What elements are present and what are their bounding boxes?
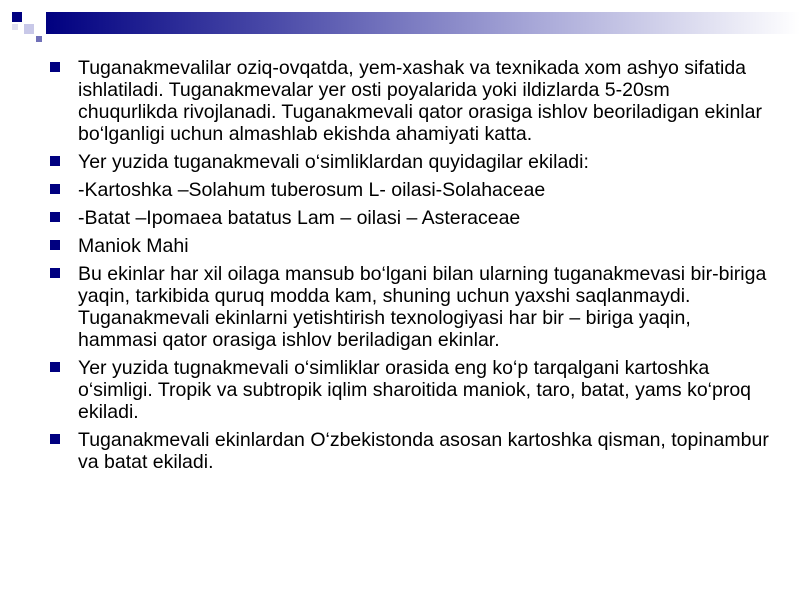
list-item-text: -Batat –Ipomaea batatus Lam – oilasi – Asteraceae [78,207,521,229]
list-item [50,207,770,229]
list-item-text: Yer yuzida tugnakmevali o‘simliklar orasida eng ko‘p tarqalgani kartoshka o‘simligi. Tropik va subtropik iqlim sharoitida maniok, taro, batat, yams ko‘proq ekiladi. [78,357,752,423]
square-bullet-icon [50,240,60,250]
list-item-text: -Kartoshka –Solahum tuberosum L- oilasi-Solahaceae [78,179,546,201]
list-item [50,179,770,201]
list-item [50,151,770,173]
square-bullet-icon [50,212,60,222]
square-bullet-icon [50,156,60,166]
list-item-text: Tuganakmevali ekinlardan O‘zbekistonda asosan kartoshka qisman, topinambur va batat ekiladi. [78,429,769,473]
list-item-text: Maniok Mahi [78,235,189,257]
list-item-text: Bu ekinlar har xil oilaga mansub bo‘lgani bilan ularning tuganakmevasi bir-biriga yaqin, tarkibida quruq modda kam, shuning uchun yaxshi saqlanmaydi. Tuganakmevali ekinlarni yetishtirish texnologiyasi har bir – biriga yaqin, hammasi qator orasiga ishlov beriladigan ekinlar. [78,263,767,351]
square-bullet-icon [50,434,60,444]
square-bullet-icon [50,268,60,278]
list-item-text: Yer yuzida tuganakmevali o‘simliklardan quyidagilar ekiladi: [78,151,589,173]
list-item [50,357,770,423]
decor-square-light [24,24,34,34]
list-item [50,429,770,473]
decor-square-navy [12,12,22,22]
list-item-text: Tuganakmevalilar oziq-ovqatda, yem-xashak va texnikada xom ashyo sifatida ishlatiladi. Tuganakmevalar yer osti poyalarida yoki ildizlarda 5-20sm chuqurlikda rivojlanadi. Tuganakmevali qator orasiga ishlov beoriladigan ekinlar bo‘lganligi uchun almashlab ekishda ahamiyati katta. [78,57,762,145]
list-item [50,235,770,257]
header-gradient-bar [46,12,800,34]
decor-square-light-small [12,24,18,30]
list-item [50,57,770,145]
square-bullet-icon [50,62,60,72]
list-item [50,263,770,351]
bullet-list [50,57,770,479]
square-bullet-icon [50,362,60,372]
decor-square-dark [36,36,42,42]
square-bullet-icon [50,184,60,194]
